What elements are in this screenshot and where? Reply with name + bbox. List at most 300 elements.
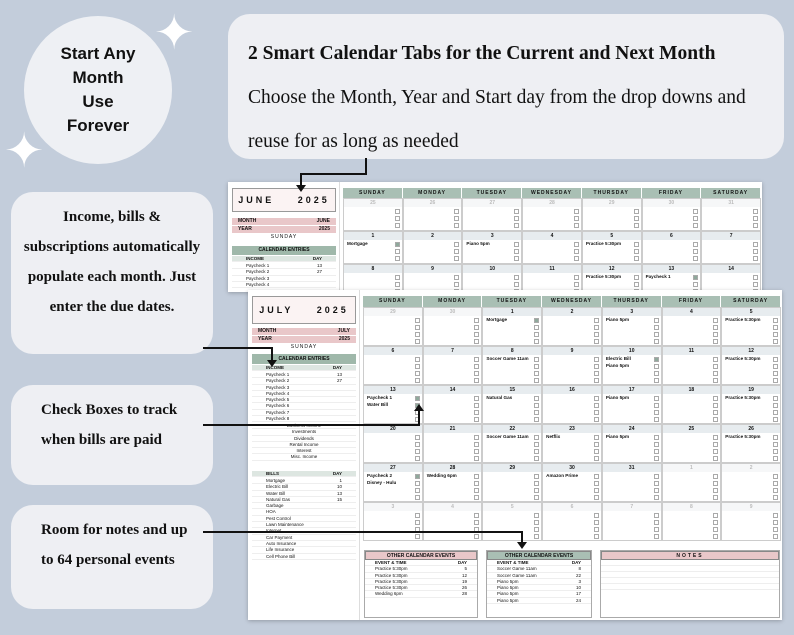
day-cell[interactable] xyxy=(423,502,483,541)
paid-checkbox[interactable] xyxy=(534,332,539,337)
day-cell[interactable] xyxy=(423,463,483,502)
paid-checkbox[interactable] xyxy=(415,371,420,376)
day-cell[interactable] xyxy=(482,502,542,541)
day-cell[interactable] xyxy=(721,307,781,346)
paid-checkbox[interactable] xyxy=(474,417,479,422)
paid-checkbox[interactable] xyxy=(773,534,778,539)
paid-checkbox[interactable] xyxy=(514,275,519,280)
paid-checkbox[interactable] xyxy=(773,488,778,493)
paid-checkbox[interactable] xyxy=(415,325,420,330)
paid-checkbox[interactable] xyxy=(634,275,639,280)
paid-checkbox[interactable] xyxy=(654,417,659,422)
paid-checkbox[interactable] xyxy=(474,403,479,408)
paid-checkbox[interactable] xyxy=(534,520,539,525)
paid-checkbox[interactable] xyxy=(474,325,479,330)
day-cell[interactable] xyxy=(542,346,602,385)
paid-checkbox[interactable] xyxy=(395,282,400,287)
day-cell[interactable] xyxy=(642,198,702,231)
paid-checkbox[interactable] xyxy=(474,481,479,486)
paid-checkbox[interactable] xyxy=(415,474,420,479)
day-cell[interactable] xyxy=(602,346,662,385)
paid-checkbox[interactable] xyxy=(395,209,400,214)
paid-checkbox[interactable] xyxy=(574,216,579,221)
paid-checkbox[interactable] xyxy=(474,318,479,323)
paid-checkbox[interactable] xyxy=(574,242,579,247)
entry-row[interactable] xyxy=(365,591,477,597)
day-cell[interactable] xyxy=(662,424,722,463)
paid-checkbox[interactable] xyxy=(395,242,400,247)
day-cell[interactable] xyxy=(423,307,483,346)
paid-checkbox[interactable] xyxy=(753,242,758,247)
paid-checkbox[interactable] xyxy=(474,339,479,344)
day-number: 6 xyxy=(643,232,701,240)
paid-checkbox[interactable] xyxy=(415,442,420,447)
paid-checkbox[interactable] xyxy=(713,456,718,461)
day-cell[interactable] xyxy=(582,231,642,264)
paid-checkbox[interactable] xyxy=(594,357,599,362)
entry-row[interactable] xyxy=(252,554,356,560)
paid-checkbox[interactable] xyxy=(474,488,479,493)
day-cell[interactable] xyxy=(542,502,602,541)
paid-checkbox[interactable] xyxy=(773,481,778,486)
paid-checkbox[interactable] xyxy=(594,488,599,493)
paid-checkbox[interactable] xyxy=(654,527,659,532)
day-cell[interactable] xyxy=(662,502,722,541)
paid-checkbox[interactable] xyxy=(713,474,718,479)
start-day-selector[interactable]: SUNDAY xyxy=(270,234,298,240)
paid-checkbox[interactable] xyxy=(713,410,718,415)
paid-checkbox[interactable] xyxy=(454,223,459,228)
day-cell[interactable] xyxy=(363,307,423,346)
paid-checkbox[interactable] xyxy=(474,495,479,500)
paid-checkbox[interactable] xyxy=(415,357,420,362)
paid-checkbox[interactable] xyxy=(415,332,420,337)
paid-checkbox[interactable] xyxy=(654,456,659,461)
day-cell[interactable] xyxy=(343,231,403,264)
paid-checkbox[interactable] xyxy=(654,474,659,479)
paid-checkbox[interactable] xyxy=(415,456,420,461)
day-cell[interactable] xyxy=(602,424,662,463)
paid-checkbox[interactable] xyxy=(693,275,698,280)
day-cell[interactable] xyxy=(423,424,483,463)
paid-checkbox[interactable] xyxy=(654,488,659,493)
paid-checkbox[interactable] xyxy=(654,520,659,525)
paid-checkbox[interactable] xyxy=(474,410,479,415)
paid-checkbox[interactable] xyxy=(474,364,479,369)
paid-checkbox[interactable] xyxy=(753,282,758,287)
paid-checkbox[interactable] xyxy=(594,325,599,330)
paid-checkbox[interactable] xyxy=(534,527,539,532)
paid-checkbox[interactable] xyxy=(654,318,659,323)
paid-checkbox[interactable] xyxy=(634,256,639,261)
paid-checkbox[interactable] xyxy=(654,378,659,383)
paid-checkbox[interactable] xyxy=(753,223,758,228)
paid-checkbox[interactable] xyxy=(415,364,420,369)
paid-checkbox[interactable] xyxy=(534,488,539,493)
paid-checkbox[interactable] xyxy=(773,371,778,376)
paid-checkbox[interactable] xyxy=(395,249,400,254)
paid-checkbox[interactable] xyxy=(773,339,778,344)
paid-checkbox[interactable] xyxy=(454,209,459,214)
paid-checkbox[interactable] xyxy=(454,275,459,280)
paid-checkbox[interactable] xyxy=(773,403,778,408)
day-number: 13 xyxy=(643,265,701,273)
paid-checkbox[interactable] xyxy=(454,256,459,261)
paid-checkbox[interactable] xyxy=(534,364,539,369)
paid-checkbox[interactable] xyxy=(594,339,599,344)
paid-checkbox[interactable] xyxy=(634,216,639,221)
paid-checkbox[interactable] xyxy=(773,332,778,337)
paid-checkbox[interactable] xyxy=(654,403,659,408)
paid-checkbox[interactable] xyxy=(773,495,778,500)
day-cell[interactable] xyxy=(482,463,542,502)
paid-checkbox[interactable] xyxy=(753,216,758,221)
paid-checkbox[interactable] xyxy=(773,527,778,532)
paid-checkbox[interactable] xyxy=(474,442,479,447)
paid-checkbox[interactable] xyxy=(474,435,479,440)
paid-checkbox[interactable] xyxy=(395,256,400,261)
day-cell[interactable] xyxy=(721,463,781,502)
paid-checkbox[interactable] xyxy=(415,481,420,486)
year-selector[interactable] xyxy=(252,336,356,343)
paid-checkbox[interactable] xyxy=(594,534,599,539)
paid-checkbox[interactable] xyxy=(474,371,479,376)
paid-checkbox[interactable] xyxy=(634,242,639,247)
day-cell[interactable] xyxy=(721,346,781,385)
paid-checkbox[interactable] xyxy=(713,435,718,440)
paid-checkbox[interactable] xyxy=(514,223,519,228)
paid-checkbox[interactable] xyxy=(474,520,479,525)
day-cell[interactable] xyxy=(701,264,761,292)
paid-checkbox[interactable] xyxy=(773,417,778,422)
paid-checkbox[interactable] xyxy=(773,364,778,369)
day-cell[interactable] xyxy=(462,198,522,231)
paid-checkbox[interactable] xyxy=(534,403,539,408)
day-cell[interactable] xyxy=(343,198,403,231)
paid-checkbox[interactable] xyxy=(474,474,479,479)
paid-checkbox[interactable] xyxy=(574,209,579,214)
paid-checkbox[interactable] xyxy=(474,357,479,362)
entry-row[interactable] xyxy=(252,416,356,422)
day-cell[interactable] xyxy=(363,346,423,385)
paid-checkbox[interactable] xyxy=(534,357,539,362)
paid-checkbox[interactable] xyxy=(594,513,599,518)
paid-checkbox[interactable] xyxy=(713,495,718,500)
paid-checkbox[interactable] xyxy=(634,282,639,287)
paid-checkbox[interactable] xyxy=(654,371,659,376)
paid-checkbox[interactable] xyxy=(654,396,659,401)
paid-checkbox[interactable] xyxy=(454,242,459,247)
paid-checkbox[interactable] xyxy=(534,396,539,401)
paid-checkbox[interactable] xyxy=(713,339,718,344)
paid-checkbox[interactable] xyxy=(474,513,479,518)
day-cell[interactable] xyxy=(403,264,463,292)
day-cell[interactable] xyxy=(542,385,602,424)
day-cell[interactable] xyxy=(482,307,542,346)
day-cell[interactable] xyxy=(462,231,522,264)
notes-panel[interactable] xyxy=(600,550,780,618)
day-cell[interactable] xyxy=(642,264,702,292)
paid-checkbox[interactable] xyxy=(713,513,718,518)
paid-checkbox[interactable] xyxy=(534,456,539,461)
day-cell[interactable] xyxy=(482,346,542,385)
paid-checkbox[interactable] xyxy=(415,534,420,539)
day-cell[interactable] xyxy=(482,385,542,424)
paid-checkbox[interactable] xyxy=(574,282,579,287)
paid-checkbox[interactable] xyxy=(713,520,718,525)
paid-checkbox[interactable] xyxy=(654,357,659,362)
day-cell[interactable] xyxy=(403,231,463,264)
day-cell[interactable] xyxy=(363,463,423,502)
paid-checkbox[interactable] xyxy=(534,325,539,330)
paid-checkbox[interactable] xyxy=(773,378,778,383)
day-cell[interactable] xyxy=(522,231,582,264)
paid-checkbox[interactable] xyxy=(773,513,778,518)
day-cell[interactable] xyxy=(582,264,642,292)
day-cell[interactable] xyxy=(482,424,542,463)
entry-row[interactable] xyxy=(487,598,591,604)
day-cell[interactable] xyxy=(662,463,722,502)
paid-checkbox[interactable] xyxy=(713,364,718,369)
paid-checkbox[interactable] xyxy=(693,223,698,228)
paid-checkbox[interactable] xyxy=(773,357,778,362)
paid-checkbox[interactable] xyxy=(594,495,599,500)
paid-checkbox[interactable] xyxy=(713,527,718,532)
paid-checkbox[interactable] xyxy=(753,275,758,280)
paid-checkbox[interactable] xyxy=(594,318,599,323)
paid-checkbox[interactable] xyxy=(594,456,599,461)
paid-checkbox[interactable] xyxy=(594,403,599,408)
paid-checkbox[interactable] xyxy=(773,396,778,401)
paid-checkbox[interactable] xyxy=(395,216,400,221)
paid-checkbox[interactable] xyxy=(594,417,599,422)
paid-checkbox[interactable] xyxy=(415,396,420,401)
paid-checkbox[interactable] xyxy=(773,318,778,323)
paid-checkbox[interactable] xyxy=(534,435,539,440)
paid-checkbox[interactable] xyxy=(415,520,420,525)
day-cell[interactable] xyxy=(462,264,522,292)
paid-checkbox[interactable] xyxy=(594,442,599,447)
paid-checkbox[interactable] xyxy=(773,474,778,479)
paid-checkbox[interactable] xyxy=(634,223,639,228)
paid-checkbox[interactable] xyxy=(654,449,659,454)
paid-checkbox[interactable] xyxy=(415,318,420,323)
paid-checkbox[interactable] xyxy=(753,249,758,254)
paid-checkbox[interactable] xyxy=(534,318,539,323)
paid-checkbox[interactable] xyxy=(693,209,698,214)
calendar-event: Piano 5pm xyxy=(605,434,630,439)
paid-checkbox[interactable] xyxy=(534,410,539,415)
paid-checkbox[interactable] xyxy=(514,249,519,254)
paid-checkbox[interactable] xyxy=(514,216,519,221)
paid-checkbox[interactable] xyxy=(474,396,479,401)
paid-checkbox[interactable] xyxy=(773,435,778,440)
day-cell[interactable] xyxy=(403,198,463,231)
day-cell[interactable] xyxy=(642,231,702,264)
paid-checkbox[interactable] xyxy=(594,410,599,415)
paid-checkbox[interactable] xyxy=(574,223,579,228)
paid-checkbox[interactable] xyxy=(693,216,698,221)
paid-checkbox[interactable] xyxy=(594,378,599,383)
paid-checkbox[interactable] xyxy=(654,534,659,539)
day-cell[interactable] xyxy=(542,424,602,463)
paid-checkbox[interactable] xyxy=(395,223,400,228)
paid-checkbox[interactable] xyxy=(415,495,420,500)
paid-checkbox[interactable] xyxy=(594,520,599,525)
paid-checkbox[interactable] xyxy=(415,378,420,383)
day-cell[interactable] xyxy=(602,463,662,502)
month-selector[interactable] xyxy=(232,218,336,225)
paid-checkbox[interactable] xyxy=(574,256,579,261)
paid-checkbox[interactable] xyxy=(594,435,599,440)
paid-checkbox[interactable] xyxy=(534,534,539,539)
paid-checkbox[interactable] xyxy=(654,410,659,415)
paid-checkbox[interactable] xyxy=(534,495,539,500)
paid-checkbox[interactable] xyxy=(773,325,778,330)
paid-checkbox[interactable] xyxy=(395,275,400,280)
paid-checkbox[interactable] xyxy=(534,481,539,486)
paid-checkbox[interactable] xyxy=(415,513,420,518)
paid-checkbox[interactable] xyxy=(534,449,539,454)
start-day-selector[interactable]: SUNDAY xyxy=(290,344,318,350)
day-cell[interactable] xyxy=(662,346,722,385)
paid-checkbox[interactable] xyxy=(454,282,459,287)
paid-checkbox[interactable] xyxy=(713,357,718,362)
day-cell[interactable] xyxy=(602,502,662,541)
paid-checkbox[interactable] xyxy=(713,442,718,447)
paid-checkbox[interactable] xyxy=(454,249,459,254)
day-cell[interactable] xyxy=(701,231,761,264)
paid-checkbox[interactable] xyxy=(773,456,778,461)
paid-checkbox[interactable] xyxy=(594,396,599,401)
paid-checkbox[interactable] xyxy=(713,325,718,330)
day-cell[interactable] xyxy=(542,463,602,502)
paid-checkbox[interactable] xyxy=(454,216,459,221)
paid-checkbox[interactable] xyxy=(713,488,718,493)
connector-line xyxy=(203,424,420,426)
paid-checkbox[interactable] xyxy=(713,534,718,539)
paid-checkbox[interactable] xyxy=(594,332,599,337)
paid-checkbox[interactable] xyxy=(753,256,758,261)
paid-checkbox[interactable] xyxy=(654,495,659,500)
paid-checkbox[interactable] xyxy=(693,249,698,254)
day-cell[interactable] xyxy=(582,198,642,231)
paid-checkbox[interactable] xyxy=(713,417,718,422)
day-cell[interactable] xyxy=(602,307,662,346)
paid-checkbox[interactable] xyxy=(534,442,539,447)
day-cell[interactable] xyxy=(662,307,722,346)
paid-checkbox[interactable] xyxy=(415,449,420,454)
year-selector[interactable] xyxy=(232,226,336,233)
day-cell[interactable] xyxy=(701,198,761,231)
paid-checkbox[interactable] xyxy=(713,449,718,454)
paid-checkbox[interactable] xyxy=(415,488,420,493)
day-cell[interactable] xyxy=(721,424,781,463)
paid-checkbox[interactable] xyxy=(594,449,599,454)
paid-checkbox[interactable] xyxy=(654,442,659,447)
paid-checkbox[interactable] xyxy=(693,282,698,287)
day-cell[interactable] xyxy=(423,346,483,385)
paid-checkbox[interactable] xyxy=(415,435,420,440)
paid-checkbox[interactable] xyxy=(534,371,539,376)
paid-checkbox[interactable] xyxy=(594,371,599,376)
paid-checkbox[interactable] xyxy=(415,339,420,344)
day-cell[interactable] xyxy=(363,502,423,541)
entry-day: 1 xyxy=(339,478,342,483)
paid-checkbox[interactable] xyxy=(654,513,659,518)
paid-checkbox[interactable] xyxy=(594,481,599,486)
paid-checkbox[interactable] xyxy=(773,442,778,447)
month-selector[interactable] xyxy=(252,328,356,335)
paid-checkbox[interactable] xyxy=(514,282,519,287)
day-cell[interactable] xyxy=(542,307,602,346)
other-income-row[interactable] xyxy=(252,454,356,460)
day-cell[interactable] xyxy=(522,264,582,292)
paid-checkbox[interactable] xyxy=(654,325,659,330)
day-cell[interactable] xyxy=(363,424,423,463)
paid-checkbox[interactable] xyxy=(654,364,659,369)
paid-checkbox[interactable] xyxy=(713,378,718,383)
day-number: 7 xyxy=(603,503,661,511)
paid-checkbox[interactable] xyxy=(654,339,659,344)
paid-checkbox[interactable] xyxy=(713,481,718,486)
paid-checkbox[interactable] xyxy=(654,435,659,440)
day-cell[interactable] xyxy=(522,198,582,231)
paid-checkbox[interactable] xyxy=(534,417,539,422)
paid-checkbox[interactable] xyxy=(713,332,718,337)
paid-checkbox[interactable] xyxy=(753,209,758,214)
paid-checkbox[interactable] xyxy=(474,378,479,383)
paid-checkbox[interactable] xyxy=(574,249,579,254)
paid-checkbox[interactable] xyxy=(634,249,639,254)
paid-checkbox[interactable] xyxy=(713,371,718,376)
paid-checkbox[interactable] xyxy=(534,474,539,479)
paid-checkbox[interactable] xyxy=(474,332,479,337)
paid-checkbox[interactable] xyxy=(534,513,539,518)
paid-checkbox[interactable] xyxy=(634,209,639,214)
paid-checkbox[interactable] xyxy=(574,275,579,280)
paid-checkbox[interactable] xyxy=(514,256,519,261)
paid-checkbox[interactable] xyxy=(654,332,659,337)
day-cell[interactable] xyxy=(662,385,722,424)
paid-checkbox[interactable] xyxy=(713,318,718,323)
paid-checkbox[interactable] xyxy=(654,481,659,486)
paid-checkbox[interactable] xyxy=(534,339,539,344)
day-cell[interactable] xyxy=(721,385,781,424)
entry-row[interactable] xyxy=(232,282,336,288)
paid-checkbox[interactable] xyxy=(773,449,778,454)
paid-checkbox[interactable] xyxy=(474,449,479,454)
day-cell[interactable] xyxy=(721,502,781,541)
paid-checkbox[interactable] xyxy=(594,364,599,369)
paid-checkbox[interactable] xyxy=(594,474,599,479)
paid-checkbox[interactable] xyxy=(534,378,539,383)
paid-checkbox[interactable] xyxy=(773,520,778,525)
day-cell[interactable] xyxy=(423,385,483,424)
paid-checkbox[interactable] xyxy=(514,242,519,247)
paid-checkbox[interactable] xyxy=(474,534,479,539)
paid-checkbox[interactable] xyxy=(514,209,519,214)
paid-checkbox[interactable] xyxy=(594,527,599,532)
paid-checkbox[interactable] xyxy=(773,410,778,415)
paid-checkbox[interactable] xyxy=(693,256,698,261)
day-cell[interactable] xyxy=(602,385,662,424)
paid-checkbox[interactable] xyxy=(713,403,718,408)
paid-checkbox[interactable] xyxy=(474,456,479,461)
paid-checkbox[interactable] xyxy=(693,242,698,247)
paid-checkbox[interactable] xyxy=(713,396,718,401)
day-cell[interactable] xyxy=(343,264,403,292)
